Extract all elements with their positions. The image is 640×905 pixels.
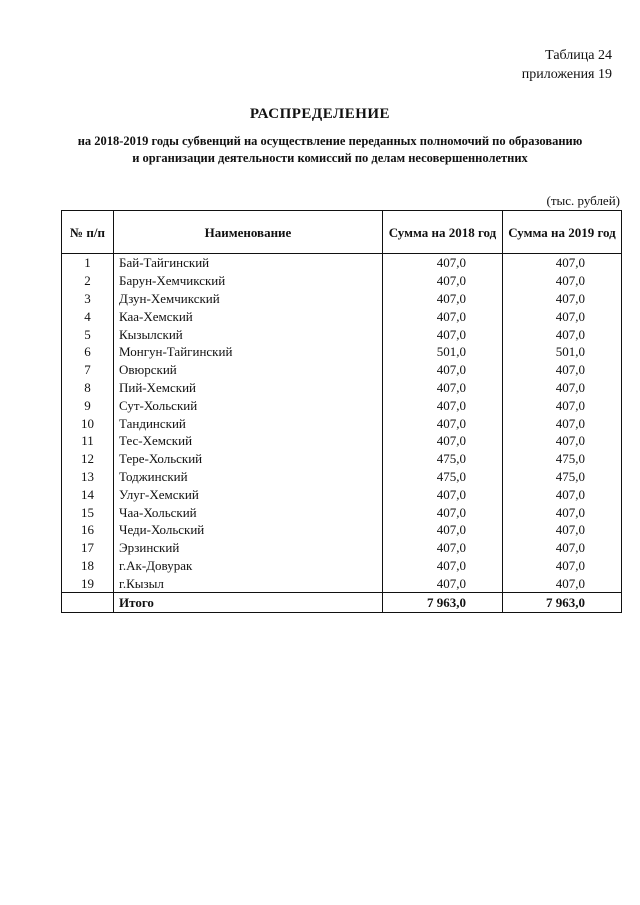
row-num: 3: [62, 290, 114, 308]
row-2019: 501,0: [503, 343, 622, 361]
subtitle-line-2: и организации деятельности комиссий по делам несовершеннолетних: [132, 151, 528, 165]
row-num: 11: [62, 432, 114, 450]
row-2018: 407,0: [383, 557, 503, 575]
total-2018: 7 963,0: [383, 593, 503, 613]
row-num: 2: [62, 272, 114, 290]
row-num: 5: [62, 325, 114, 343]
row-2018: 475,0: [383, 450, 503, 468]
row-2019: 407,0: [503, 432, 622, 450]
row-name: Тере-Хольский: [114, 450, 383, 468]
table-reference: [522, 46, 612, 84]
row-2018: 407,0: [383, 361, 503, 379]
header-2018: Сумма на 2018 год: [383, 211, 503, 254]
table-row: [62, 432, 622, 450]
row-2018: 407,0: [383, 485, 503, 503]
table-row: [62, 450, 622, 468]
table-row: [62, 521, 622, 539]
table-row: [62, 396, 622, 414]
row-name: Эрзинский: [114, 539, 383, 557]
row-2018: 407,0: [383, 379, 503, 397]
row-num: 16: [62, 521, 114, 539]
table-row: [62, 343, 622, 361]
row-name: Сут-Хольский: [114, 396, 383, 414]
row-2018: 407,0: [383, 325, 503, 343]
row-name: Пий-Хемский: [114, 379, 383, 397]
table-row: [62, 272, 622, 290]
row-2019: 407,0: [503, 272, 622, 290]
row-2018: 407,0: [383, 539, 503, 557]
row-name: Чеди-Хольский: [114, 521, 383, 539]
row-2018: 407,0: [383, 432, 503, 450]
row-2018: 407,0: [383, 307, 503, 325]
row-name: Тандинский: [114, 414, 383, 432]
row-num: 13: [62, 468, 114, 486]
table-row: [62, 254, 622, 272]
subtitle-line-1: на 2018-2019 годы субвенций на осуществление переданных полномочий по образованию: [77, 134, 583, 148]
row-num: 10: [62, 414, 114, 432]
row-name: Чаа-Хольский: [114, 503, 383, 521]
total-num-cell: [62, 593, 114, 613]
row-2019: 407,0: [503, 254, 622, 272]
table-row: [62, 325, 622, 343]
row-name: Кызылский: [114, 325, 383, 343]
row-num: 12: [62, 450, 114, 468]
total-label: Итого: [114, 593, 383, 613]
row-2018: 407,0: [383, 414, 503, 432]
row-num: 1: [62, 254, 114, 272]
row-2019: 407,0: [503, 485, 622, 503]
table-row: [62, 379, 622, 397]
row-2019: 407,0: [503, 539, 622, 557]
header-num: № п/п: [62, 211, 114, 254]
row-name: Барун-Хемчикский: [114, 272, 383, 290]
table-row: [62, 485, 622, 503]
row-2018: 407,0: [383, 574, 503, 592]
document-title: РАСПРЕДЕЛЕНИЕ: [249, 106, 391, 122]
row-num: 15: [62, 503, 114, 521]
row-2019: 407,0: [503, 290, 622, 308]
row-name: Монгун-Тайгинский: [114, 343, 383, 361]
row-2018: 407,0: [383, 272, 503, 290]
table-row: [62, 539, 622, 557]
header-2019: Сумма на 2019 год: [503, 211, 622, 254]
row-2019: 407,0: [503, 379, 622, 397]
header-name: Наименование: [114, 211, 383, 254]
row-name: Каа-Хемский: [114, 307, 383, 325]
units-label: (тыс. рублей): [546, 193, 620, 208]
row-2019: 407,0: [503, 557, 622, 575]
table-row: [62, 307, 622, 325]
total-row: [62, 593, 622, 613]
row-num: 14: [62, 485, 114, 503]
row-2019: 407,0: [503, 325, 622, 343]
row-num: 9: [62, 396, 114, 414]
row-2019: 407,0: [503, 307, 622, 325]
row-2019: 407,0: [503, 396, 622, 414]
document-subtitle: [40, 133, 620, 167]
row-num: 19: [62, 574, 114, 592]
row-2019: 407,0: [503, 503, 622, 521]
table-body: [62, 254, 622, 593]
row-name: Овюрский: [114, 361, 383, 379]
row-name: Улуг-Хемский: [114, 485, 383, 503]
row-name: Тес-Хемский: [114, 432, 383, 450]
row-2018: 407,0: [383, 396, 503, 414]
table-row: [62, 361, 622, 379]
row-num: 6: [62, 343, 114, 361]
row-num: 8: [62, 379, 114, 397]
row-name: Бай-Тайгинский: [114, 254, 383, 272]
table-row: [62, 468, 622, 486]
table-header-row: [62, 211, 622, 254]
row-2018: 407,0: [383, 503, 503, 521]
row-name: Тоджинский: [114, 468, 383, 486]
row-num: 4: [62, 307, 114, 325]
appendix-number: приложения 19: [521, 67, 612, 82]
row-2018: 407,0: [383, 521, 503, 539]
row-name: г.Ак-Довурак: [114, 557, 383, 575]
row-2018: 501,0: [383, 343, 503, 361]
total-2019: 7 963,0: [503, 593, 622, 613]
distribution-table: [61, 210, 622, 613]
table-number: Таблица 24: [545, 48, 612, 63]
table-row: [62, 503, 622, 521]
row-num: 7: [62, 361, 114, 379]
row-2019: 407,0: [503, 361, 622, 379]
table-row: [62, 574, 622, 592]
row-2019: 407,0: [503, 521, 622, 539]
row-name: Дзун-Хемчикский: [114, 290, 383, 308]
row-2018: 407,0: [383, 254, 503, 272]
table-row: [62, 290, 622, 308]
row-num: 17: [62, 539, 114, 557]
row-name: г.Кызыл: [114, 574, 383, 592]
table-row: [62, 414, 622, 432]
row-2019: 407,0: [503, 414, 622, 432]
row-2019: 475,0: [503, 450, 622, 468]
row-2019: 407,0: [503, 574, 622, 592]
row-num: 18: [62, 557, 114, 575]
row-2019: 475,0: [503, 468, 622, 486]
row-2018: 475,0: [383, 468, 503, 486]
table-row: [62, 557, 622, 575]
row-2018: 407,0: [383, 290, 503, 308]
